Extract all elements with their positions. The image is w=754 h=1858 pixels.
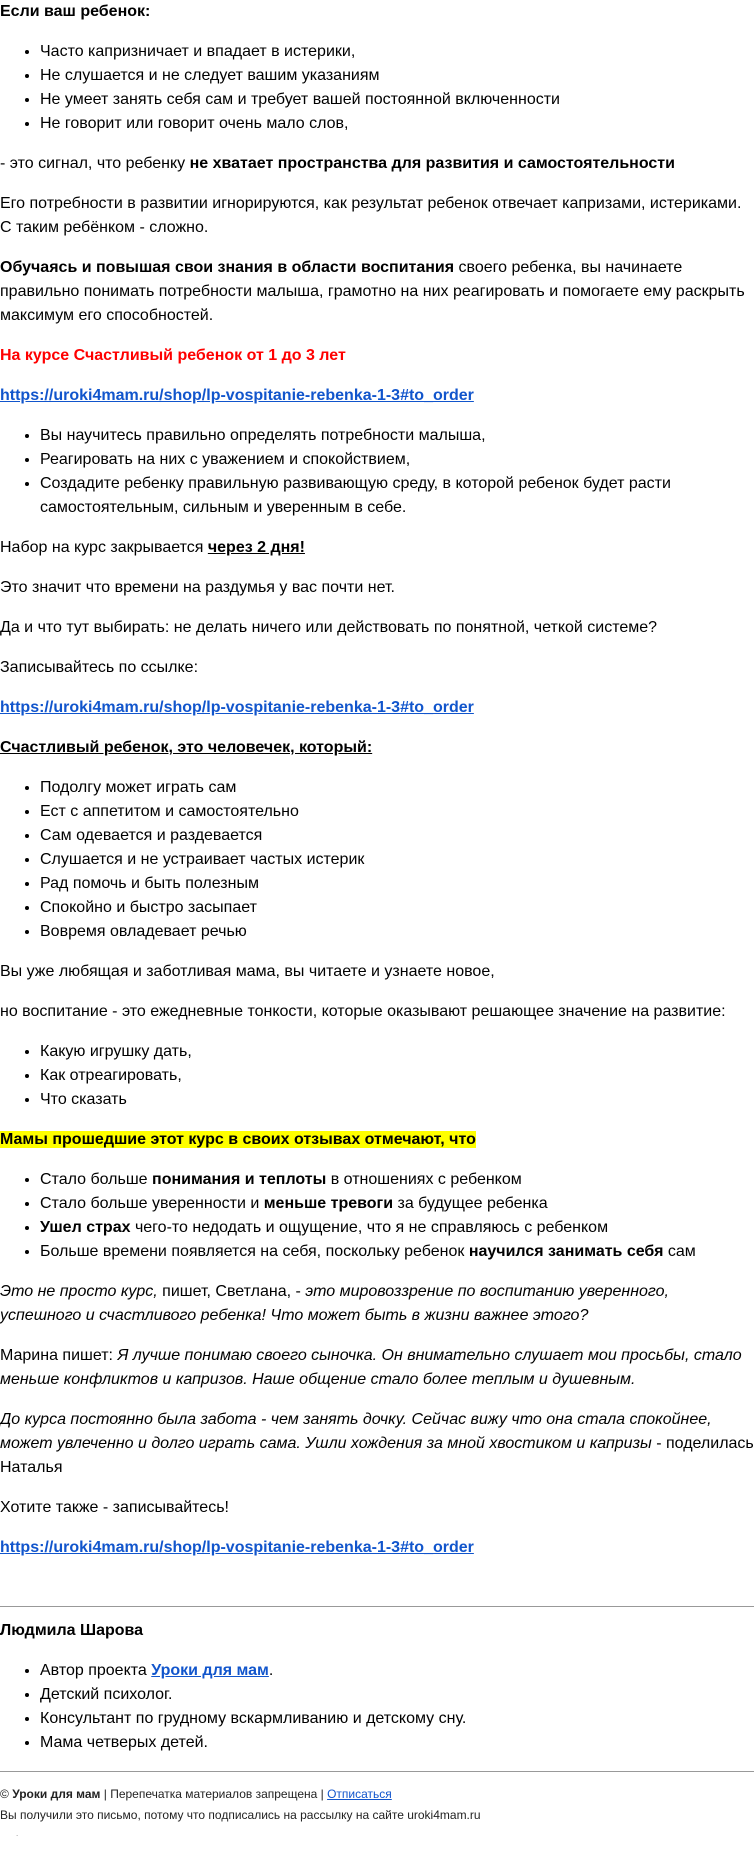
list-item: • Сам одевается и раздевается <box>40 824 754 848</box>
list-item: • Вы научитесь правильно определять потребности малыша, <box>40 424 754 448</box>
list-item: • Консультант по грудному вскармливанию и детскому сну. <box>40 1707 754 1731</box>
traits-list <box>0 776 754 944</box>
list-item: • Часто капризничает и впадает в истерики, <box>40 40 754 64</box>
list-item: • Какую игрушку дать, <box>40 1040 754 1064</box>
footer-copyright: © Уроки для мам | Перепечатка материалов запрещена | Отписаться <box>0 1787 392 1801</box>
list-item: • Не говорит или говорит очень мало слов, <box>40 112 754 136</box>
benefits-list <box>0 424 754 520</box>
list-item: • Стало больше уверенности и меньше тревоги за будущее ребенка <box>40 1192 754 1216</box>
list-item: • Не умеет занять себя сам и требует вашей постоянной включенности <box>40 88 754 112</box>
intro-heading: Если ваш ребенок: <box>0 3 151 20</box>
happy-child-heading: Счастливый ребенок, это человечек, который: <box>0 739 373 756</box>
list-item: • Вовремя овладевает речью <box>40 920 754 944</box>
course-link-paragraph <box>0 384 754 408</box>
footer-brand: Уроки для мам <box>12 1787 101 1801</box>
divider <box>0 1606 754 1607</box>
list-item: • Мама четверых детей. <box>40 1731 754 1755</box>
signup-paragraph: Записывайтесь по ссылке: <box>0 659 199 676</box>
nuances-list <box>0 1040 754 1112</box>
choice-paragraph: Да и что тут выбирать: не делать ничего или действовать по понятной, четкой системе? <box>0 619 658 636</box>
review-marina: Марина пишет: Я лучше понимаю своего сыночка. Он внимательно слушает мои просьбы, стало меньше конфликтов и капризов. Наше общение стало более теплым и душевным. <box>0 1347 742 1388</box>
list-item: • Стало больше понимания и теплоты в отношениях с ребенком <box>40 1168 754 1192</box>
course-link-paragraph <box>0 1536 754 1560</box>
list-item: • Автор проекта Уроки для мам. <box>40 1659 754 1683</box>
reviews-list <box>0 1168 754 1264</box>
list-item: • Создадите ребенку правильную развивающую среду, в которой ребенок будет расти самостоятельным, сильным и уверенным в себе. <box>40 472 754 520</box>
list-item: • Слушается и не устраивает частых истерик <box>40 848 754 872</box>
time-paragraph: Это значит что времени на раздумья у вас почти нет. <box>0 579 395 596</box>
learning-paragraph: Обучаясь и повышая свои знания в области воспитания своего ребенка, вы начинаете правильно понимать потребности малыша, грамотно на них реагировать и помогаете ему раскрыть максимум его способностей. <box>0 259 745 324</box>
signal-paragraph: - это сигнал, что ребенку не хватает пространства для развития и самостоятельности <box>0 155 675 172</box>
list-item: • Спокойно и быстро засыпает <box>40 896 754 920</box>
review-natalia: До курса постоянно была забота - чем занять дочку. Сейчас вижу что она стала спокойнее, может увлеченно и долго играть сама. Ушли хождения за мной хвостиком и капризы - поделилась Наталья <box>0 1411 754 1476</box>
course-link[interactable]: https://uroki4mam.ru/shop/lp-vospitanie-rebenka-1-3#to_order <box>0 1539 474 1556</box>
list-item: • Больше времени появляется на себя, поскольку ребенок научился занимать себя сам <box>40 1240 754 1264</box>
course-title: На курсе Счастливый ребенок от 1 до 3 лет <box>0 347 346 364</box>
enroll-deadline: через 2 дня! <box>207 539 305 556</box>
list-item: • Не слушается и не следует вашим указаниям <box>40 64 754 88</box>
list-item: • Подолгу может играть сам <box>40 776 754 800</box>
list-item: • Ест с аппетитом и самостоятельно <box>40 800 754 824</box>
spacer <box>0 1576 754 1606</box>
footer-dot: . <box>16 1829 19 1838</box>
course-link-paragraph <box>0 696 754 720</box>
list-item: • Как отреагировать, <box>40 1064 754 1088</box>
course-link[interactable]: https://uroki4mam.ru/shop/lp-vospitanie-rebenka-1-3#to_order <box>0 387 474 404</box>
list-item: • Рад помочь и быть полезным <box>40 872 754 896</box>
footer-reason: Вы получили это письмо, потому что подписались на рассылку на сайте uroki4mam.ru <box>0 1808 481 1822</box>
needs-paragraph: Его потребности в развитии игнорируются, как результат ребенок отвечает капризами, истериками. С таким ребёнком - сложно. <box>0 195 742 236</box>
review-svetlana: Это не просто курс, пишет, Светлана, - это мировоззрение по воспитанию уверенного, успешного и счастливого ребенка! Что может быть в жизни важнее этого? <box>0 1283 669 1324</box>
list-item: • Детский психолог. <box>40 1683 754 1707</box>
footer <box>0 1784 754 1826</box>
mom-paragraph: Вы уже любящая и заботливая мама, вы читаете и узнаете новое, <box>0 963 495 980</box>
divider <box>0 1771 754 1772</box>
author-name: Людмила Шарова <box>0 1622 144 1639</box>
cta-paragraph: Хотите также - записывайтесь! <box>0 1499 229 1516</box>
course-link[interactable]: https://uroki4mam.ru/shop/lp-vospitanie-rebenka-1-3#to_order <box>0 699 474 716</box>
list-item: • Реагировать на них с уважением и спокойствием, <box>40 448 754 472</box>
unsubscribe-link[interactable]: Отписаться <box>327 1787 392 1801</box>
author-roles-list <box>0 1659 754 1755</box>
nuances-paragraph: но воспитание - это ежедневные тонкости, которые оказывают решающее значение на развитие: <box>0 1003 726 1020</box>
enroll-paragraph: Набор на курс закрывается через 2 дня! <box>0 539 305 556</box>
reviews-heading: Мамы прошедшие этот курс в своих отзывах отмечают, что <box>0 1131 476 1148</box>
list-item: • Что сказать <box>40 1088 754 1112</box>
list-item: • Ушел страх чего-то недодать и ощущение, что я не справляюсь с ребенком <box>40 1216 754 1240</box>
signs-list <box>0 40 754 136</box>
project-link[interactable]: Уроки для мам <box>151 1662 269 1679</box>
